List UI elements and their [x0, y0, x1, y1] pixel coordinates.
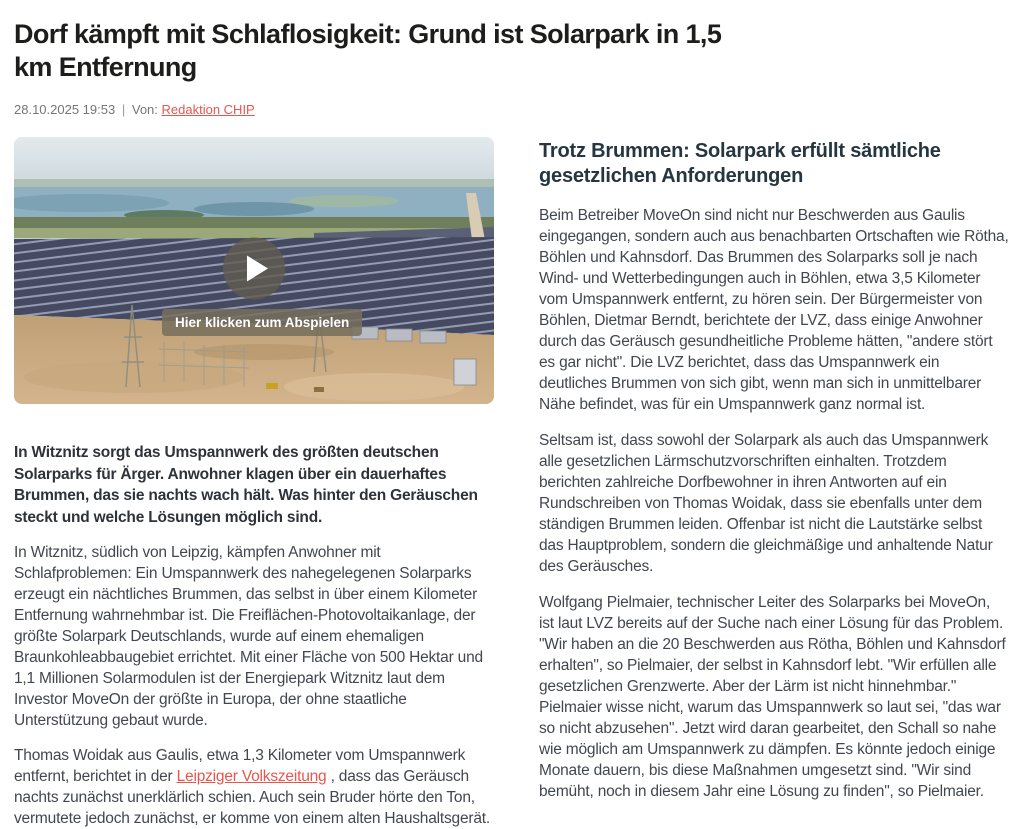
right-paragraph-3: Wolfgang Pielmaier, technischer Leiter des Solarparks bei MoveOn, ist laut LVZ bereits auf der Suche nach einer Lösung für das Problem. "Wir haben an die 20 Beschwerden aus Rötha, Böhlen und Kahnsdorf erhalten", so Pielmaier, der selbst in Kahnsdorf lebt. "Wir erfüllen alle gesetzlichen Grenzwerte. Aber der Lärm ist nicht hinnehmbar." Pielmaier wisse nicht, warum das Umspannwerk so laut sei, "das war so nicht abzusehen". Jetzt wird daran gearbeitet, den Schall so nahe wie möglich am Umspannwerk zu dämpfen. Es könnte jedoch einige Monate dauern, bis diese Maßnahmen umgesetzt sind. "Wir sind bemüht, noch in diesem Jahr eine Lösung zu finden", so Pielmaier.	[539, 594, 1006, 800]
right-paragraph-1: Beim Betreiber MoveOn sind nicht nur Beschwerden aus Gaulis eingegangen, sondern auch aus benachbarten Ortschaften wie Rötha, Böhlen und Kahnsdorf. Das Brummen des Solarparks soll je nach Wind- und Wetterbedingungen auch in Böhlen, etwa 3,5 Kilometer vom Umspannwerk entfernt, zu hören sein. Der Bürgermeister von Böhlen, Dietmar Berndt, berichtete der LVZ, dass einige Anwohner durch das Geräusch gesundheitliche Probleme hätten, "andere stört es gar nicht". Die LVZ berichtet, dass das Umspannwerk ein deutliches Brummen von sich gibt, wenn man sich in unmittelbarer Nähe befindet, was für ein Umspannwerk ganz normal ist.	[539, 207, 1009, 413]
right-column	[539, 137, 1009, 829]
author-link[interactable]: Redaktion CHIP	[161, 102, 255, 117]
byline-separator: |	[121, 102, 126, 117]
article-columns	[14, 137, 1010, 829]
article-intro: In Witznitz sorgt das Umspannwerk des größten deutschen Solarparks für Ärger. Anwohner klagen über ein dauerhaftes Brummen, das sie nachts wach hält. Was hinter den Geräuschen steckt und welche Lösungen möglich sind.	[14, 444, 478, 526]
lvz-link[interactable]: Leipziger Volkszeitung	[176, 768, 327, 785]
publish-date: 28.10.2025 19:53	[14, 102, 116, 117]
play-icon	[247, 255, 268, 281]
byline-label: Von:	[131, 102, 158, 117]
paragraph-2	[14, 745, 494, 829]
video-caption[interactable]: Hier klicken zum Abspielen	[162, 309, 362, 336]
paragraph-2-after: , dass das Geräusch nachts zunächst unerklärlich schien. Auch sein Bruder hörte den Ton, vermutete jedoch zunächst, er komme von einem alten Haushaltsgerät.	[14, 768, 490, 827]
paragraph-2-before: Thomas Woidak aus Gaulis, etwa 1,3 Kilometer vom Umspannwerk entfernt, berichtet in der	[14, 747, 466, 785]
section-heading: Trotz Brummen: Solarpark erfüllt sämtliche gesetzlichen Anforderungen	[539, 140, 941, 187]
right-paragraph-2: Seltsam ist, dass sowohl der Solarpark als auch das Umspannwerk alle gesetzlichen Lärmschutzvorschriften einhalten. Trotzdem berichten zahlreiche Dorfbewohner in ihren Antworten auf ein Rundschreiben von Thomas Woidak, dass sie ebenfalls unter dem ständigen Brummen leiden. Offenbar ist nicht die Lautstärke selbst das Hauptproblem, sondern die gleichmäßige und anhaltende Natur des Geräusches.	[539, 432, 993, 575]
paragraph-1: In Witznitz, südlich von Leipzig, kämpfen Anwohner mit Schlafproblemen: Ein Umspannwerk des nahegelegenen Solarparks erzeugt ein nächtliches Brummen, das selbst in über einem Kilometer Entfernung wahrnehmbar ist. Die Freiflächen-Photovoltaikanlage, der größte Solarpark Deutschlands, wurde auf einem ehemaligen Braunkohleabbaugebiet errichtet. Mit einer Fläche von 500 Hektar und 1,1 Millionen Solarmodulen ist der Energiepark Witznitz laut dem Investor MoveOn der größte in Europa, der ohne staatliche Unterstützung gebaut wurde.	[14, 544, 483, 729]
byline	[14, 102, 1010, 117]
video-player[interactable]	[14, 137, 494, 404]
play-button[interactable]	[223, 237, 285, 299]
left-column	[14, 137, 494, 829]
page-title: Dorf kämpft mit Schlaflosigkeit: Grund ist Solarpark in 1,5 km Entfernung	[14, 19, 722, 82]
